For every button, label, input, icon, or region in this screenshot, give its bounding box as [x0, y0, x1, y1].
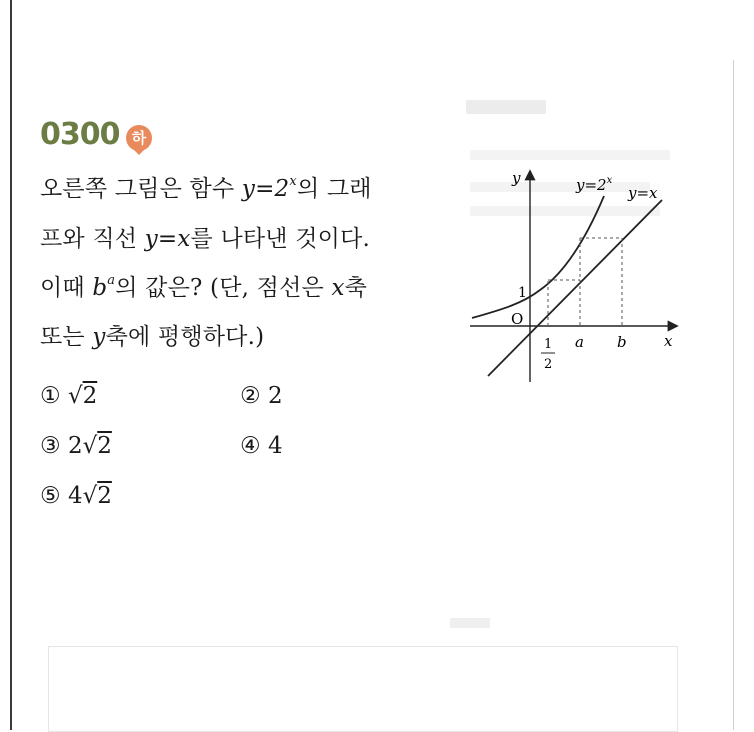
question-line-1: 오른쪽 그림은 함수 $y=2^x$의 그래 — [40, 174, 372, 202]
y-intercept-label: 1 — [518, 285, 527, 301]
exponential-curve — [472, 196, 604, 318]
a-label: a — [575, 333, 584, 351]
bleed-through-header — [466, 100, 546, 114]
b-label: b — [617, 333, 627, 351]
origin-label: O — [511, 310, 524, 328]
choice-4[interactable]: ④ 4 — [240, 433, 283, 459]
y-axis-label: y — [512, 169, 521, 187]
half-numerator: 1 — [544, 337, 553, 352]
bleed-through-box — [48, 646, 678, 732]
choice-5[interactable]: ⑤ 4√2 — [40, 483, 112, 509]
curve-label: $y=2^x$ — [576, 175, 613, 194]
difficulty-badge-tail — [133, 149, 145, 155]
difficulty-badge: 하 — [126, 125, 152, 151]
half-denominator: 2 — [544, 357, 553, 372]
page-border-left — [10, 0, 12, 730]
choice-3[interactable]: ③ 2√2 — [40, 433, 112, 459]
question-number: 0300 — [40, 117, 120, 152]
question-line-2: 프와 직선 y=x를 나타낸 것이다. — [40, 226, 371, 252]
question-line-3: 이때 $b^a$의 값은? (단, 점선은 x축 — [40, 273, 368, 301]
bleed-through-line — [470, 150, 670, 160]
page-border-right — [733, 60, 734, 730]
line-label: y=x — [628, 184, 658, 202]
choice-2[interactable]: ② 2 — [240, 383, 283, 409]
choice-1[interactable]: ① √2 — [40, 383, 98, 409]
function-graph — [464, 166, 688, 382]
bleed-through-mark — [450, 618, 490, 628]
question-line-4: 또는 y축에 평행하다.) — [40, 324, 265, 350]
x-axis-label: x — [664, 332, 673, 350]
